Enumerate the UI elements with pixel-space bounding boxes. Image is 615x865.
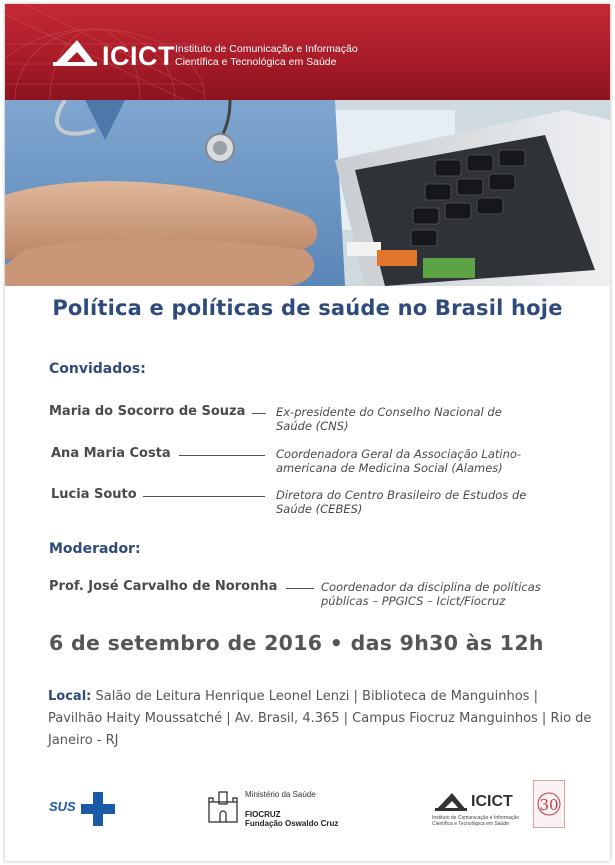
fiocruz-castle-icon [205, 788, 241, 824]
header-band [5, 4, 610, 100]
guest-divider [143, 496, 265, 497]
event-poster [5, 4, 610, 861]
guest-name: Maria do Socorro de Souza [49, 404, 246, 419]
venue-text: Salão de Leitura Henrique Leonel Lenzi | Biblioteca de Manguinhos | Pavilhão Haity Moussatché | Av. Brasil, 4.365 | Campus Fiocruz Manguinhos | Rio de Janeiro - RJ [48, 689, 592, 748]
guest-role: Coordenadora Geral da Associação Latino- americana de Medicina Social (Alames) [276, 447, 522, 475]
ministry-text: Ministério da Saúde [245, 790, 316, 799]
sus-logo-text: SUS [49, 799, 76, 814]
institute-name: Instituto de Comunicação e Informação Científica e Tecnológica em Saúde [175, 43, 358, 68]
doctor-and-voting-machine-image [5, 100, 610, 286]
moderator-heading: Moderador: [49, 541, 141, 557]
moderator-divider [286, 588, 314, 589]
guests-heading: Convidados: [49, 361, 146, 377]
guest-role: Ex-presidente do Conselho Nacional de Saúde (CNS) [276, 405, 502, 433]
hero-photo [5, 100, 610, 286]
icict-logo-icon [51, 36, 99, 68]
logo-wordmark: ICICT [102, 41, 175, 71]
icict-footer-wordmark: ICICT [471, 793, 513, 810]
event-date-time: 6 de setembro de 2016 • das 9h30 às 12h [49, 631, 544, 655]
event-venue [48, 686, 593, 752]
anniversary-number: 30 [539, 796, 559, 814]
icict-footer-name: Instituto de Comunicação e Informação Científica e Tecnológica em Saúde [432, 815, 519, 827]
moderator-role: Coordenador da disciplina de políticas públicas – PPGICS – Icict/Fiocruz [321, 580, 541, 608]
guest-role: Diretora do Centro Brasileiro de Estudos de Saúde (CEBES) [276, 488, 527, 516]
guest-name: Ana Maria Costa [51, 446, 171, 461]
venue-label: Local: [48, 689, 92, 704]
anniversary-seal-icon [533, 780, 565, 828]
guest-divider [252, 413, 266, 414]
guest-divider [179, 455, 265, 456]
guest-name: Lucia Souto [51, 487, 137, 502]
icict-footer-logo-icon [434, 790, 468, 812]
fiocruz-name: FIOCRUZ Fundação Oswaldo Cruz [245, 810, 339, 828]
event-title: Política e políticas de saúde no Brasil hoje [52, 296, 563, 320]
moderator-name: Prof. José Carvalho de Noronha [49, 579, 278, 594]
